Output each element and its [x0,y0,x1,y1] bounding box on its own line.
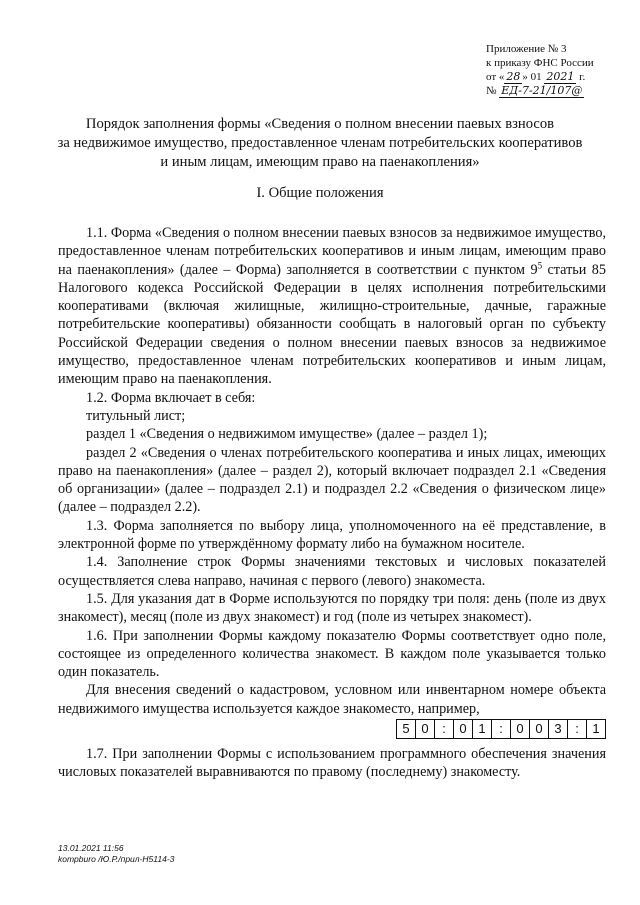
example-cell: : [435,720,454,738]
paragraph-1-7: 1.7. При заполнении Формы с использованием программного обеспечения значения числовых показателей выравниваются по правому (последнему) знакоместу. [58,746,606,781]
handwritten-year: 2021 [546,70,575,83]
example-cell: 0 [511,720,530,738]
example-cell: 0 [530,720,549,738]
paragraph-1-2-item-1: титульный лист; [86,407,186,424]
paragraph-1-6: 1.6. При заполнении Формы каждому показателю Формы соответствует одно поле, состоящее из определенного количества знакомест. В каждом поле указывается только один показатель. [58,627,606,681]
paragraph-1-2-item-3: раздел 2 «Сведения о членах потребительского кооператива и иных лицах, имеющих право на паенакопления» (далее – раздел 2), который включает подраздел 2.1 «Сведения об организации» (далее – подраздел 2.1) и подраздел 2.2 «Сведения о физическом лице» (далее – подраздел 2.2). [58,444,606,516]
paragraph-1-3: 1.3. Форма заполняется по выбору лица, уполномоченного на её представление, в электронной форме по утверждённому формату либо на бумажном носителе. [58,517,606,553]
footnote-superscript: 5 [537,259,543,270]
example-cell: 5 [397,720,416,738]
handwritten-number: ЕД-7-21/107@ [501,84,583,97]
appendix-line-2: к приказу ФНС России [486,57,594,69]
section-title: I. Общие положения [256,185,384,201]
appendix-block [486,42,626,98]
handwritten-day: 28 [506,70,521,83]
appendix-number: № ЕД-7-21/107@ [486,84,583,97]
document-body [58,224,606,782]
paragraph-1-6-example: Для внесения сведений о кадастровом, условном или инвентарном номере объекта недвижимого имущества используется каждое знакоместо, например, [58,682,606,717]
example-cell: 0 [454,720,473,738]
paragraph-1-1: 1.1. Форма «Сведения о полном внесении паевых взносов за недвижимое имущество, предоставленное членам потребительских кооперативов и иным лицам, имеющим право на паенакопления» (далее – Форма) заполняется в соответствии с пунктом $9^5$ статьи 85 Налогового кодекса Российской Федерации в целях исполнения потребительскими кооперативами (включая жилищные, жилищно-строительные, дачные, гаражные потребительские кооперативы) обязанности сообщать в налоговый орган по субъекту Российской Федерации сведения о полном внесении паевых взносов за недвижимое имущество, предоставленное членам потребительских кооперативов и иным лицам, имеющим право на паенакопления. [58,225,606,388]
appendix-line-1: Приложение № 3 [486,43,567,55]
example-cell: 0 [416,720,435,738]
example-cell: 1 [592,721,600,737]
paragraph-1-5: 1.5. Для указания дат в Форме используются по порядку три поля: день (поле из двух знакомест), месяц (поле из двух знакомест) и год (поле из четырех знакомест). [58,590,606,626]
example-cell: : [568,720,587,738]
paragraph-1-2-item-2: раздел 1 «Сведения о недвижимом имуществе» (далее – раздел 1); [86,426,488,443]
footer-author: kompburo /Ю.Р./прил-Н5114-3 [58,854,175,864]
example-cells-row [58,719,606,741]
appendix-date: от « 28 » 01 2021 г. [486,70,586,83]
example-cell: : [492,720,511,738]
example-cells [396,719,606,739]
footer-note [58,843,174,865]
example-cell: 3 [549,720,568,738]
paragraph-1-2: 1.2. Форма включает в себя: [86,389,256,406]
paragraph-1-4: 1.4. Заполнение строк Формы значениями текстовых и числовых показателей осуществляется слева направо, начиная с первого (левого) знакоместа. [58,554,606,589]
footer-timestamp: 13.01.2021 11:56 [58,843,124,853]
document-title: Порядок заполнения формы «Сведения о полном внесении паевых взносов за недвижимое имущество, предоставленное членам потребительских кооперативов и иным лицам, имеющим право на паенакопления» [57,116,583,170]
example-cell: 1 [473,720,492,738]
